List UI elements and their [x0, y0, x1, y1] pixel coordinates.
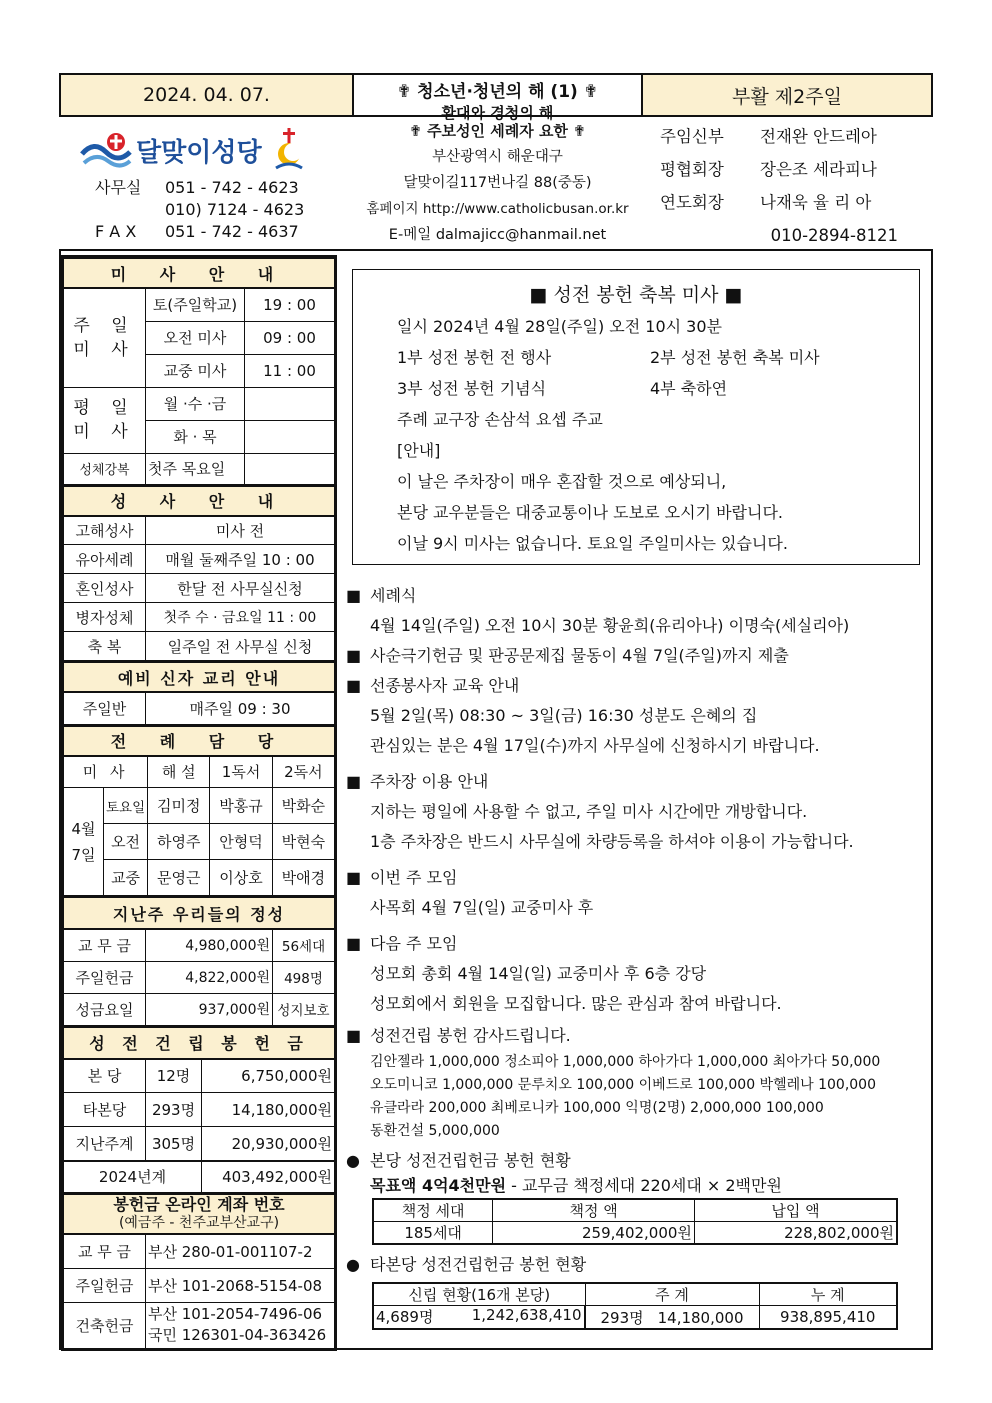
fund-header: 책정 세대	[373, 1199, 493, 1222]
feature-title: ■ 성전 봉헌 축복 미사 ■	[529, 284, 743, 306]
sacrament-value: 한달 전 사무실신청	[146, 574, 335, 603]
account-number: 국민 126301-04-363426	[148, 1326, 327, 1344]
sacrament-label: 병자성체	[64, 603, 146, 632]
notice-text: 4월 14일(주일) 오전 10시 30분 황윤희(유리아나) 이명숙(세실리아)	[370, 616, 850, 635]
circle-bullet-icon: ●	[346, 1255, 360, 1274]
staff-role: 연도회장	[660, 193, 724, 212]
building-label: 본 당	[64, 1059, 146, 1093]
liturgy-reader-2: 박애경	[272, 860, 334, 896]
sunday-mass-name: 오전 미사	[146, 321, 245, 354]
building-amount: 14,180,000원	[202, 1093, 335, 1127]
liturgy-reader-1: 박홍규	[210, 788, 272, 824]
weekday-mass-name: 월 ·수 ·금	[146, 387, 245, 420]
offering-label: 성금요일	[64, 993, 146, 1025]
sacrament-value: 매월 둘째주일 10 : 00	[146, 545, 335, 574]
account-label: 주일헌금	[64, 1268, 146, 1302]
parish-fund-table	[372, 1198, 898, 1245]
offering-amount: 937,000원	[146, 993, 273, 1025]
notice-text: 5월 2일(목) 08:30 ~ 3일(금) 16:30 성분도 은혜의 집	[370, 706, 758, 725]
feature-line: 본당 교우분들은 대중교통이나 도보로 오시기 바랍니다.	[397, 503, 784, 522]
offering-count: 498명	[273, 961, 335, 993]
liturgy-header: 2독서	[272, 756, 334, 788]
square-bullet-icon: ■	[346, 868, 362, 887]
offering-label: 주일헌금	[64, 961, 146, 993]
feature-line: 4부 축하연	[650, 379, 728, 398]
parish-name: 달맞이성당	[136, 137, 262, 168]
fund-header: 납입 액	[694, 1199, 897, 1222]
sacrament-value: 미사 전	[146, 516, 335, 545]
circle-bullet-icon: ●	[346, 1151, 360, 1170]
building-count: 293명	[146, 1093, 202, 1127]
staff-name: 나재욱 율 리 아	[760, 193, 872, 212]
theme-cell	[352, 73, 643, 122]
fund-value: 293명	[600, 1308, 644, 1327]
donor-line: 오도미니코 1,000,000 문루치오 100,000 이베드로 100,000 박헬레나 100,000	[370, 1077, 876, 1093]
address-line-1: 부산광역시 해운대구	[432, 149, 563, 165]
fund-header: 주 계	[585, 1283, 759, 1306]
feature-line: 주례 교구장 손삼석 요셉 주교	[397, 410, 603, 429]
sunday-mass-time: 19 : 00	[245, 288, 335, 321]
building-count: 305명	[146, 1127, 202, 1161]
catechism-section-title: 예비 신자 교리 안내	[64, 662, 335, 692]
adoration-value: 첫주 목요일	[146, 453, 245, 484]
email-address[interactable]: E-메일 dalmajicc@hanmail.net	[388, 227, 607, 243]
address-line-2: 달맞이길117번나길 88(중동)	[403, 175, 592, 191]
donor-line: 유클라라 200,000 최베로니카 100,000 익명(2명) 2,000,000 100,000	[370, 1100, 824, 1116]
sacrament-label: 혼인성사	[64, 574, 146, 603]
sunday-mass-name: 교중 미사	[146, 354, 245, 387]
liturgy-reader-2: 박화순	[272, 788, 334, 824]
fund-value: 938,895,410	[759, 1306, 897, 1330]
staff-phone: 010-2894-8121	[770, 226, 898, 245]
donor-line: 김안젤라 1,000,000 정소피아 1,000,000 하아가다 1,000,000 최아가다 50,000	[370, 1054, 881, 1070]
square-bullet-icon: ■	[346, 586, 362, 605]
notice-text: 성모회 총회 4월 14일(일) 교중미사 후 6층 강당	[370, 964, 707, 983]
weekday-mass-label: 평 일 미 사	[64, 387, 146, 453]
sacrament-label: 축 복	[64, 632, 146, 661]
liturgy-commentator: 김미정	[148, 788, 210, 824]
notice-text: 1층 주차장은 반드시 사무실에 차량등록을 하셔야 이용이 가능합니다.	[370, 832, 854, 851]
patron-saint: ✟ 주보성인 세례자 요한 ✟	[409, 122, 586, 140]
liturgical-day-cell	[641, 73, 933, 117]
contact-label	[95, 199, 165, 221]
staff-name: 전재완 안드레아	[760, 127, 877, 146]
feature-line: 3부 성전 봉헌 기념식	[397, 379, 547, 398]
other-fund	[346, 1252, 916, 1330]
feature-line: 일시 2024년 4월 28일(주일) 오전 10시 30분	[397, 317, 722, 336]
issue-date: 2024. 04. 07.	[143, 84, 270, 106]
square-bullet-icon: ■	[346, 934, 362, 953]
theme-subtitle: 환대와 경청의 해	[441, 104, 554, 122]
offering-amount: 4,822,000원	[146, 961, 273, 993]
fund-header: 누 계	[759, 1283, 897, 1306]
parish-fund-title: 본당 성전건립헌금 봉헌 현황	[370, 1151, 571, 1170]
staff-role: 주임신부	[660, 127, 724, 146]
account-number: 부산 101-2068-5154-08	[146, 1268, 335, 1302]
office-phone: 051 - 742 - 4623	[165, 178, 299, 197]
building-amount: 6,750,000원	[202, 1059, 335, 1093]
accounts-title: 봉헌금 온라인 계좌 번호	[113, 1195, 285, 1214]
building-section-title: 성 전 건 립 봉 헌 금	[64, 1027, 335, 1059]
fund-header: 책정 액	[493, 1199, 695, 1222]
feature-line: 1부 성전 봉헌 전 행사	[397, 348, 552, 367]
date-cell	[59, 73, 354, 117]
liturgy-section-title: 전 례 담 당	[64, 726, 335, 756]
sacrament-label: 유아세례	[64, 545, 146, 574]
feature-line: 이 날은 주차장이 매우 혼잡할 것으로 예상되니,	[397, 472, 727, 491]
feature-box	[352, 269, 920, 565]
parish-logo	[80, 128, 330, 172]
staff-role: 평협회장	[660, 160, 724, 179]
account-label: 건축헌금	[64, 1302, 146, 1348]
accounts-subtitle: (예금주 - 천주교부산교구)	[118, 1215, 280, 1231]
notice-title: 선종봉사자 교육 안내	[370, 676, 520, 695]
building-year-label: 2024년계	[64, 1161, 202, 1193]
other-fund-table	[372, 1282, 898, 1330]
adoration-label: 성체강복	[64, 453, 146, 484]
fund-value: 228,802,000원	[694, 1222, 897, 1245]
notices	[346, 581, 926, 1143]
square-bullet-icon: ■	[346, 646, 362, 665]
account-number: 부산 101-2054-7496-06	[148, 1305, 323, 1323]
liturgy-mass: 토요일	[104, 788, 148, 824]
liturgical-day: 부활 제2주일	[732, 85, 842, 108]
mobile-phone: 010) 7124 - 4623	[165, 200, 305, 219]
notice-title: 주차장 이용 안내	[370, 772, 489, 791]
homepage-link[interactable]: 홈페이지 http://www.catholicbusan.or.kr	[366, 201, 629, 217]
building-label: 타본당	[64, 1093, 146, 1127]
sunday-mass-time: 09 : 00	[245, 321, 335, 354]
notice-text: 성모회에서 회원을 모집합니다. 많은 관심과 참여 바랍니다.	[370, 994, 782, 1013]
sacrament-section-title: 성 사 안 내	[64, 486, 335, 516]
theme-title: ✟ 청소년·청년의 해 (1) ✟	[397, 82, 598, 102]
cross-moon-icon	[272, 128, 306, 172]
sunday-mass-name: 토(주일학교)	[146, 288, 245, 321]
liturgy-header: 1독서	[210, 756, 272, 788]
liturgy-commentator: 문영근	[148, 860, 210, 896]
weekday-mass-time	[245, 420, 335, 453]
accounts-section-title	[64, 1194, 335, 1234]
feature-line: [안내]	[397, 441, 441, 460]
fund-value: 185세대	[373, 1222, 493, 1245]
sacrament-value: 첫주 수 · 금요일 11 : 00	[146, 603, 335, 632]
notice-text: 지하는 평일에 사용할 수 없고, 주일 미사 시간에만 개방합니다.	[370, 802, 808, 821]
notice-title: 다음 주 모임	[370, 934, 458, 953]
offering-label: 교 무 금	[64, 929, 146, 961]
staff-name: 장은조 세라피나	[760, 160, 877, 179]
weekday-mass-time	[245, 387, 335, 420]
fund-value: 14,180,000	[657, 1308, 744, 1327]
liturgy-mass: 오전	[104, 824, 148, 860]
notice-title: 사순극기헌금 및 판공문제집 물동이 4월 7일(주일)까지 제출	[370, 646, 789, 665]
donor-line: 동환건설 5,000,000	[370, 1123, 500, 1139]
sacrament-value: 일주일 전 사무실 신청	[146, 632, 335, 661]
building-year-amount: 403,492,000원	[202, 1161, 335, 1193]
parish-fund-goal-detail: - 교무금 책정세대 220세대 × 2백만원	[506, 1176, 782, 1195]
building-amount: 20,930,000원	[202, 1127, 335, 1161]
wave-logo-icon	[80, 130, 132, 170]
sunday-mass-time: 11 : 00	[245, 354, 335, 387]
liturgy-reader-1: 안형덕	[210, 824, 272, 860]
building-label: 지난주계	[64, 1127, 146, 1161]
account-number: 부산 280-01-001107-2	[146, 1234, 335, 1268]
sunday-mass-label: 주 일 미 사	[64, 288, 146, 387]
fund-header: 신립 현황(16개 본당)	[373, 1283, 585, 1306]
offering-count: 성지보호	[273, 993, 335, 1025]
notice-title: 세례식	[370, 586, 417, 605]
fax-number: 051 - 742 - 4637	[165, 222, 299, 241]
offering-count: 56세대	[273, 929, 335, 961]
catechism-label: 주일반	[64, 692, 146, 724]
square-bullet-icon: ■	[346, 676, 362, 695]
building-count: 12명	[146, 1059, 202, 1093]
office-contacts	[95, 177, 325, 243]
mass-section-title: 미 사 안 내	[64, 258, 335, 288]
square-bullet-icon: ■	[346, 772, 362, 791]
other-fund-title: 타본당 성전건립헌금 봉헌 현황	[370, 1255, 587, 1274]
liturgy-reader-1: 이상호	[210, 860, 272, 896]
fund-value: 1,242,638,410	[471, 1306, 582, 1324]
notice-title: 이번 주 모임	[370, 868, 458, 887]
account-label: 교 무 금	[64, 1234, 146, 1268]
notice-text: 관심있는 분은 4월 17일(수)까지 사무실에 신청하시기 바랍니다.	[370, 736, 820, 755]
offering-section-title: 지난주 우리들의 정성	[64, 897, 335, 929]
square-bullet-icon: ■	[346, 1026, 362, 1045]
liturgy-mass: 교중	[104, 860, 148, 896]
liturgy-commentator: 하영주	[148, 824, 210, 860]
notice-text: 사목회 4월 7일(일) 교중미사 후	[370, 898, 594, 917]
notice-title: 성전건립 봉헌 감사드립니다.	[370, 1026, 571, 1045]
feature-line: 2부 성전 봉헌 축복 미사	[650, 348, 820, 367]
fund-value: 259,402,000원	[493, 1222, 695, 1245]
parish-fund-goal: 목표액 4억4천만원	[370, 1176, 507, 1195]
feature-line: 이날 9시 미사는 없습니다. 토요일 주일미사는 있습니다.	[397, 534, 788, 553]
liturgy-header: 미 사	[64, 756, 148, 788]
fund-value: 4,689명	[376, 1308, 434, 1326]
left-column	[61, 255, 337, 1351]
liturgy-reader-2: 박현숙	[272, 824, 334, 860]
offering-amount: 4,980,000원	[146, 929, 273, 961]
parish-address-block	[352, 118, 643, 248]
catechism-value: 매주일 09 : 30	[146, 692, 335, 724]
liturgy-date: 4월 7일	[64, 788, 104, 896]
parish-fund	[346, 1148, 916, 1245]
staff-list	[660, 120, 920, 252]
sacrament-label: 고해성사	[64, 516, 146, 545]
contact-label: F A X	[95, 222, 137, 241]
contact-label: 사무실	[95, 178, 142, 197]
liturgy-header: 해 설	[148, 756, 210, 788]
weekday-mass-name: 화 · 목	[146, 420, 245, 453]
